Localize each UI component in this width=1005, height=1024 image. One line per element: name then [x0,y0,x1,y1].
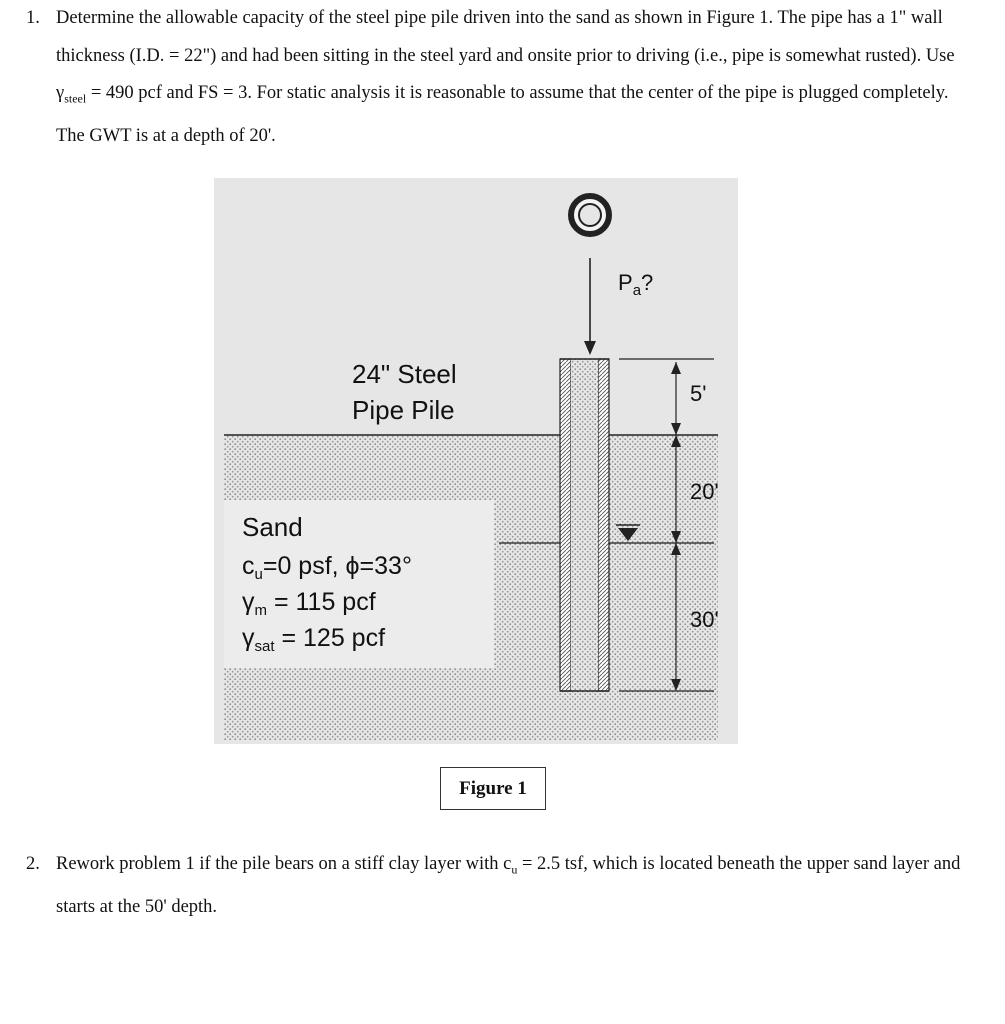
soil-moist-unit-weight: $\gamma_m = 115$ pcf [242,588,376,619]
cu-subscript: u [511,862,518,877]
pipe-section-inner [579,204,601,226]
pipe-pile-wall-left [560,359,571,691]
pile-label-line2: Pipe Pile [352,395,455,425]
load-label: $P_a$? [618,270,654,299]
problem-1 [26,0,976,156]
pipe-pile-core [571,359,598,691]
dimension-30ft: 30' [690,607,719,632]
figure-1 [214,178,738,744]
problem-text-part2: = 490 pcf and FS = 3. For static analysis it is reasonable to assume that the center of the pipe is plugged completely. The GWT is at a depth of 20'. [56,83,949,147]
problem-number: 1. [26,8,40,28]
soil-name: Sand [242,512,303,542]
figure-caption: Figure 1 [440,767,546,810]
problem-number: 2. [26,854,40,874]
dimension-5ft: 5' [690,381,707,406]
problem-text-part1: Rework problem 1 if the pile bears on a stiff clay layer with c [56,854,512,874]
soil-sat-unit-weight: $\gamma_{sat} = 125$ pcf [242,624,386,655]
pipe-pile-wall-right [598,359,609,691]
problem-text [56,846,976,927]
gamma-symbol: γ [56,83,65,103]
problem-text-part1: Determine the allowable capacity of the steel pipe pile driven into the sand as shown in Figure 1. The pipe has a 1" wall thickness (I.D. = 22") and had been sitting in the steel yard and onsite prior to driving (i.e., pipe is somewhat rusted). Use [56,8,955,66]
problem-text-part2: = 2.5 tsf, which is located beneath the upper sand layer and starts at the 50' depth. [56,854,961,918]
problem-text [56,0,976,156]
gamma-subscript: steel [64,91,87,106]
soil-strength: $c_u=0$ psf, ϕ=33° [242,552,412,583]
pile-label-line1: 24" Steel [352,359,457,389]
dimension-20ft: 20' [690,479,719,504]
problem-2 [26,846,976,927]
